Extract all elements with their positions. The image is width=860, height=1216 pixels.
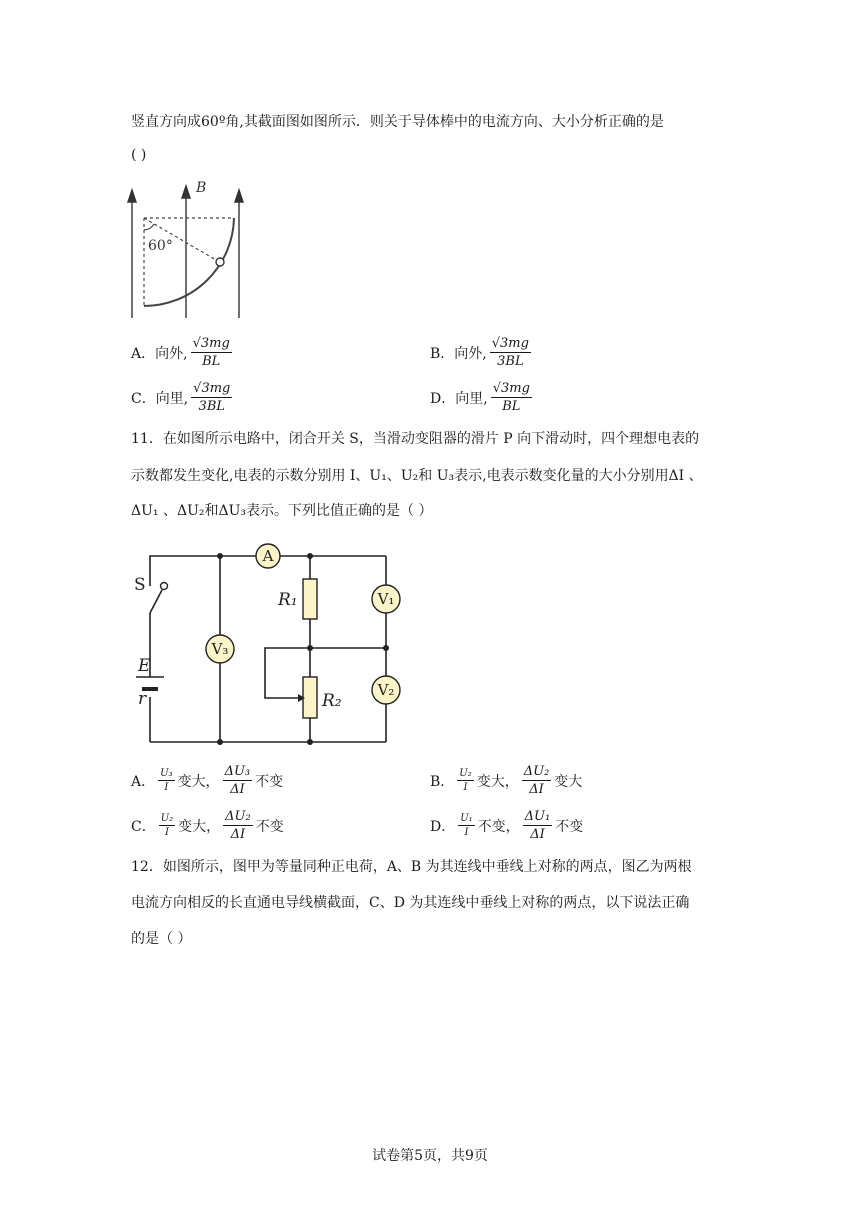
svg-text:V₁: V₁ [377, 590, 395, 608]
r2-label: R₂ [322, 691, 342, 711]
q11-option-a[interactable]: A． $\frac{\text{U₃}}{I}$ 变大， $\frac{\text{ΔU₃}}{\Delta I}$ 不变 [131, 764, 284, 797]
conductor-rod-icon [216, 258, 224, 266]
q10-figure [124, 178, 254, 320]
page-footer: 试卷第5页，共9页 [372, 1148, 488, 1164]
q10-option-b[interactable]: B． 向外, $\frac{√3mg}{3BL}$ [430, 336, 529, 369]
switch-label: S [134, 575, 146, 595]
q10-stem-line1: 竖直方向成60º角,其截面图如图所示．则关于导体棒中的电流方向、大小分析正确的是 [131, 114, 664, 130]
angle-label: 60° [148, 238, 173, 254]
svg-text:V₂: V₂ [377, 681, 395, 699]
q10-option-c[interactable]: C． 向里, $\frac{√3mg}{3BL}$ [131, 381, 231, 414]
q11-stem-line3: ΔU₁ 、ΔU₂和ΔU₃表示。下列比值正确的是（ ） [131, 503, 433, 519]
q12-stem-line1: 12．如图所示，图甲为等量同种正电荷，A、B 为其连线中垂线上对称的两点，图乙为两根 [131, 859, 692, 875]
q10-option-d[interactable]: D． 向里, $\frac{√3mg}{BL}$ [430, 381, 530, 414]
svg-text:V₃: V₃ [211, 640, 229, 658]
q11-option-d[interactable]: D． $\frac{\text{U₁}}{I}$ 不变， $\frac{\text{ΔU₁}}{\Delta I}$ 不变 [430, 809, 584, 842]
q10-option-a[interactable]: A． 向外, $\frac{√3mg}{BL}$ [131, 336, 230, 369]
q11-circuit [128, 538, 408, 750]
field-label: B [196, 180, 207, 196]
internal-r-label: r [138, 689, 147, 709]
svg-text:A: A [262, 547, 274, 565]
r1-label: R₁ [278, 590, 298, 610]
q11-option-c[interactable]: C． $\frac{\text{U₂}}{I}$ 变大， $\frac{\text{ΔU₂}}{\Delta I}$ 不变 [131, 809, 284, 842]
q11-stem-line1: 11．在如图所示电路中，闭合开关 S，当滑动变阻器的滑片 P 向下滑动时，四个理想电表的 [131, 431, 700, 447]
q11-stem-line2: 示数都发生变化,电表的示数分别用 I、U₁、U₂和 U₃表示,电表示数变化量的大小分别用ΔI 、 [131, 468, 703, 484]
q11-option-b[interactable]: B． $\frac{\text{U₂}}{I}$ 变大， $\frac{\text{ΔU₂}}{\Delta I}$ 变大 [430, 764, 583, 797]
q12-stem-line3: 的是（ ） [131, 931, 192, 947]
q12-stem-line2: 电流方向相反的长直通电导线横截面，C、D 为其连线中垂线上对称的两点，以下说法正确 [131, 895, 690, 911]
q10-stem-line2: ( ) [131, 147, 147, 163]
emf-label: E [138, 656, 151, 676]
